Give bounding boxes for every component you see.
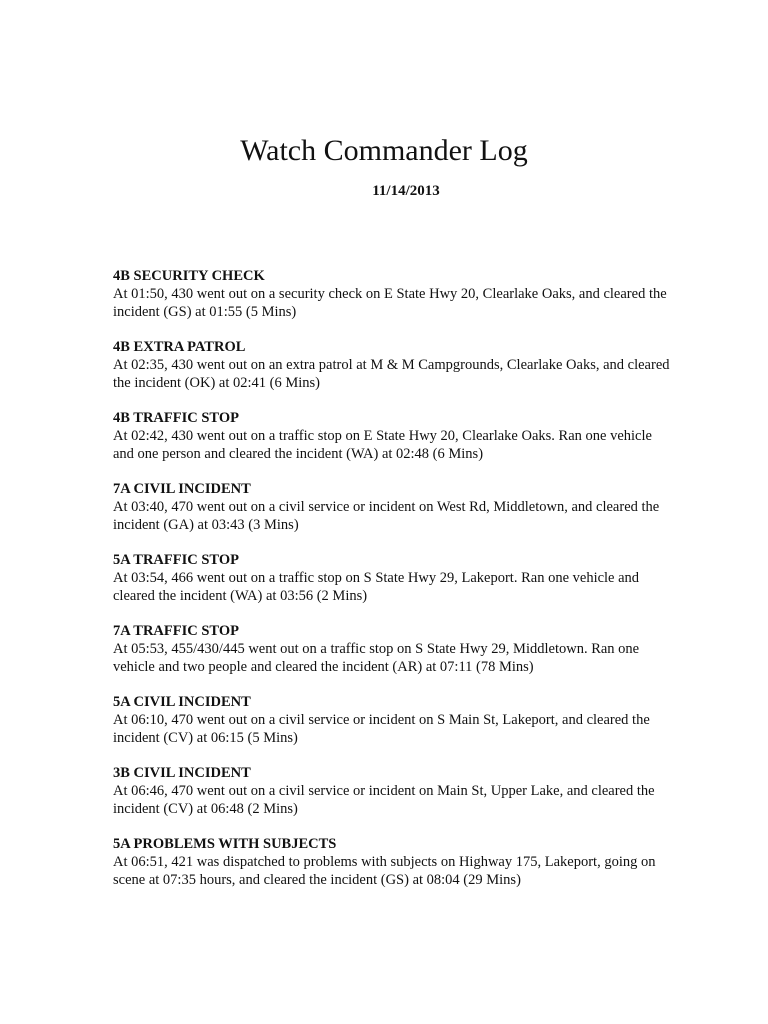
entry-heading: 3B CIVIL INCIDENT — [113, 765, 251, 781]
log-entry — [113, 764, 673, 835]
log-entries — [113, 267, 673, 906]
entry-heading: 5A PROBLEMS WITH SUBJECTS — [113, 836, 337, 852]
entry-heading: 7A CIVIL INCIDENT — [113, 481, 251, 497]
log-entry — [113, 835, 673, 906]
entry-body: At 02:35, 430 went out on an extra patrol at M & M Campgrounds, Clearlake Oaks, and cleared the incident (OK) at 02:41 (6 Mins) — [113, 357, 670, 391]
log-entry — [113, 338, 673, 409]
document-date: 11/14/2013 — [372, 183, 440, 199]
entry-body: At 01:50, 430 went out on a security check on E State Hwy 20, Clearlake Oaks, and cleared the incident (GS) at 01:55 (5 Mins) — [113, 286, 667, 320]
log-entry — [113, 267, 673, 338]
entry-heading: 7A TRAFFIC STOP — [113, 623, 239, 639]
entry-body: At 05:53, 455/430/445 went out on a traffic stop on S State Hwy 29, Middletown. Ran one vehicle and two people and cleared the incident (AR) at 07:11 (78 Mins) — [113, 641, 640, 675]
entry-heading: 5A TRAFFIC STOP — [113, 552, 239, 568]
entry-body: At 06:51, 421 was dispatched to problems with subjects on Highway 175, Lakeport, going on scene at 07:35 hours, and cleared the incident (GS) at 08:04 (29 Mins) — [113, 854, 656, 888]
entry-body: At 03:40, 470 went out on a civil service or incident on West Rd, Middletown, and cleared the incident (GA) at 03:43 (3 Mins) — [113, 499, 660, 533]
entry-body: At 03:54, 466 went out on a traffic stop on S State Hwy 29, Lakeport. Ran one vehicle and cleared the incident (WA) at 03:56 (2 Mins) — [113, 570, 640, 604]
log-entry — [113, 480, 673, 551]
entry-heading: 4B TRAFFIC STOP — [113, 410, 239, 426]
entry-heading: 4B SECURITY CHECK — [113, 268, 265, 284]
log-entry — [113, 409, 673, 480]
log-entry — [113, 693, 673, 764]
entry-heading: 5A CIVIL INCIDENT — [113, 694, 251, 710]
log-entry — [113, 622, 673, 693]
log-entry — [113, 551, 673, 622]
entry-body: At 06:10, 470 went out on a civil service or incident on S Main St, Lakeport, and cleared the incident (CV) at 06:15 (5 Mins) — [113, 712, 650, 746]
document-title: Watch Commander Log — [240, 134, 528, 167]
entry-body: At 06:46, 470 went out on a civil service or incident on Main St, Upper Lake, and cleared the incident (CV) at 06:48 (2 Mins) — [113, 783, 655, 817]
entry-heading: 4B EXTRA PATROL — [113, 339, 246, 355]
entry-body: At 02:42, 430 went out on a traffic stop on E State Hwy 20, Clearlake Oaks. Ran one vehicle and one person and cleared the incident (WA) at 02:48 (6 Mins) — [113, 428, 652, 462]
